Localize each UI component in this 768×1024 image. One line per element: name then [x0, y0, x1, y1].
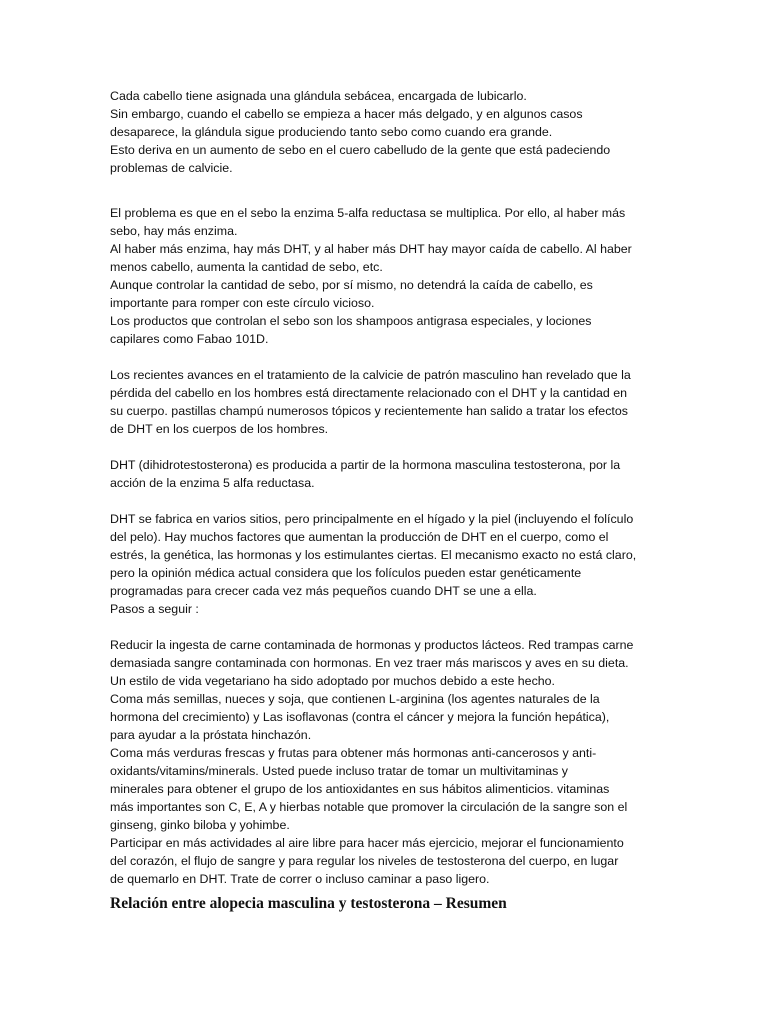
text-line: ginseng, ginko biloba y yohimbe.: [110, 818, 290, 832]
text-line: desaparece, la glándula sigue produciendo tanto sebo como cuando era grande.: [110, 125, 553, 139]
text-line: Los recientes avances en el tratamiento de la calvicie de patrón masculino han revelado que la: [110, 368, 631, 382]
document-page: [110, 87, 658, 914]
text-line: de DHT en los cuerpos de los hombres.: [110, 422, 329, 436]
text-line: para ayudar a la próstata hinchazón.: [110, 728, 312, 742]
text-line: DHT (dihidrotestosterona) es producida a partir de la hormona masculina testosterona, por la: [110, 458, 621, 472]
text-line: demasiada sangre contaminada con hormonas. En vez traer más mariscos y aves en su dieta.: [110, 656, 629, 670]
text-line: más importantes son C, E, A y hierbas notable que promover la circulación de la sangre son el: [110, 800, 628, 814]
text-line: pero la opinión médica actual considera que los folículos pueden estar genéticamente: [110, 566, 582, 580]
paragraph-enzyme-problem: [110, 204, 658, 348]
text-line: Cada cabello tiene asignada una glándula sebácea, encargada de lubicarlo.: [110, 89, 527, 103]
text-line: importante para romper con este círculo vicioso.: [110, 296, 375, 310]
text-line: del corazón, el flujo de sangre y para regular los niveles de testosterona del cuerpo, en lugar: [110, 854, 619, 868]
text-line: hormona del crecimiento) y Las isoflavonas (contra el cáncer y mejora la función hepática),: [110, 710, 610, 724]
text-line: DHT se fabrica en varios sitios, pero principalmente en el hígado y la piel (incluyendo el folículo: [110, 512, 634, 526]
text-line: minerales para obtener el grupo de los antioxidantes en sus hábitos alimenticios. vitaminas: [110, 782, 610, 796]
text-line: Aunque controlar la cantidad de sebo, por sí mismo, no detendrá la caída de cabello, es: [110, 278, 593, 292]
paragraph-spacer: [110, 618, 658, 636]
text-line: Un estilo de vida vegetariano ha sido adoptado por muchos debido a este hecho.: [110, 674, 555, 688]
text-line: pérdida del cabello en los hombres está directamente relacionado con el DHT y la cantidad en: [110, 386, 628, 400]
text-line: Los productos que controlan el sebo son los shampoos antigrasa especiales, y lociones: [110, 314, 592, 328]
text-line: oxidants/vitamins/minerals. Usted puede incluso tratar de tomar un multivitaminas y: [110, 764, 568, 778]
text-line: Al haber más enzima, hay más DHT, y al haber más DHT hay mayor caída de cabello. Al haber: [110, 242, 632, 256]
text-line: Pasos a seguir :: [110, 602, 199, 616]
text-line: Sin embargo, cuando el cabello se empieza a hacer más delgado, y en algunos casos: [110, 107, 583, 121]
paragraph-sebaceous-gland: [110, 87, 658, 177]
paragraph-recent-advances: [110, 366, 658, 438]
paragraph-steps: [110, 636, 658, 888]
text-line: problemas de calvicie.: [110, 161, 233, 175]
paragraph-spacer: [110, 348, 658, 366]
text-line: Coma más semillas, nueces y soja, que contienen L-arginina (los agentes naturales de la: [110, 692, 600, 706]
paragraph-spacer: [110, 438, 658, 456]
text-line: Participar en más actividades al aire libre para hacer más ejercicio, mejorar el funcionamiento: [110, 836, 624, 850]
paragraph-spacer: [110, 492, 658, 510]
text-line: estrés, la genética, las hormonas y los estimulantes ciertas. El mecanismo exacto no está claro,: [110, 548, 637, 562]
text-line: Coma más verduras frescas y frutas para obtener más hormonas anti-cancerosos y anti-: [110, 746, 597, 760]
section-heading: Relación entre alopecia masculina y testosterona – Resumen: [110, 895, 507, 912]
text-line: programadas para crecer cada vez más pequeños cuando DHT se une a ella.: [110, 584, 537, 598]
text-line: acción de la enzima 5 alfa reductasa.: [110, 476, 315, 490]
text-line: El problema es que en el sebo la enzima 5-alfa reductasa se multiplica. Por ello, al haber más: [110, 206, 626, 220]
text-line: de quemarlo en DHT. Trate de correr o incluso caminar a paso ligero.: [110, 872, 490, 886]
text-line: su cuerpo. pastillas champú numerosos tópicos y recientemente han salido a tratar los efectos: [110, 404, 628, 418]
text-line: menos cabello, aumenta la cantidad de sebo, etc.: [110, 260, 383, 274]
text-line: sebo, hay más enzima.: [110, 224, 238, 238]
text-line: Reducir la ingesta de carne contaminada de hormonas y productos lácteos. Red trampas carne: [110, 638, 634, 652]
paragraph-spacer: [110, 177, 658, 204]
text-line: Esto deriva en un aumento de sebo en el cuero cabelludo de la gente que está padeciendo: [110, 143, 611, 157]
paragraph-dht-production: [110, 510, 658, 618]
paragraph-dht-definition: [110, 456, 658, 492]
text-line: capilares como Fabao 101D.: [110, 332, 269, 346]
text-line: del pelo). Hay muchos factores que aumentan la producción de DHT en el cuerpo, como el: [110, 530, 609, 544]
